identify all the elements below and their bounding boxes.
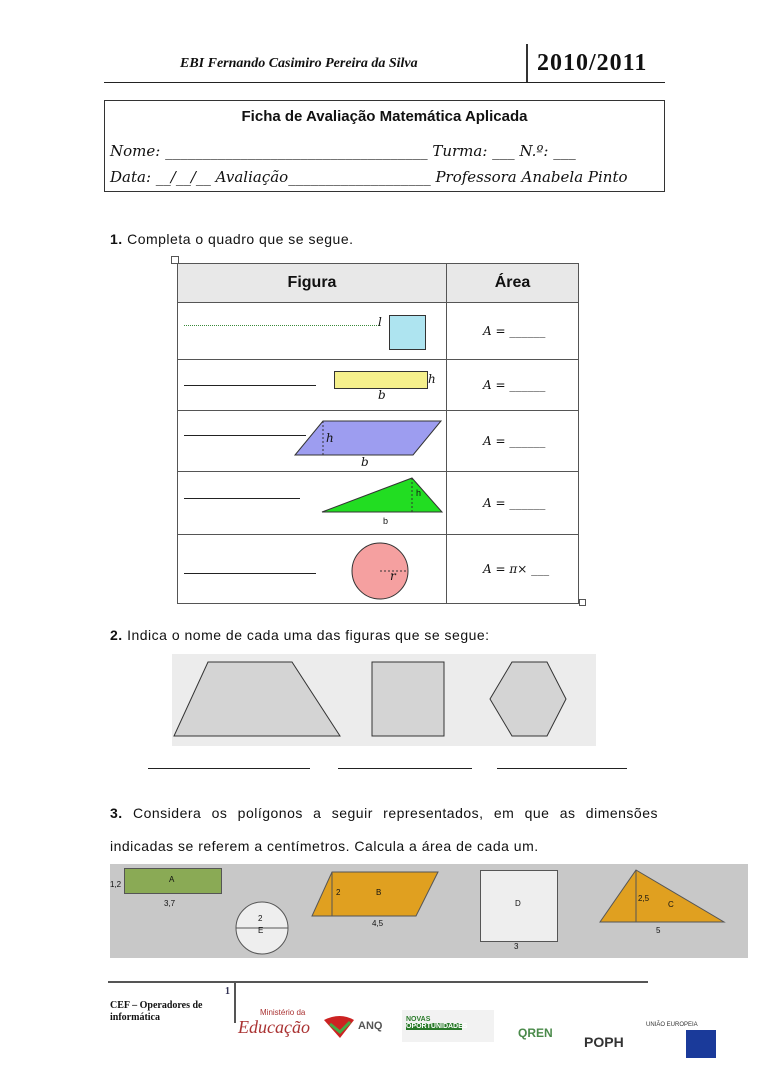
shape-c — [598, 868, 726, 926]
logo-ministerio: Ministério da Educação — [238, 1008, 310, 1037]
area-formula: A = π× ___ — [483, 562, 550, 576]
area-formula: A = ______ — [483, 378, 546, 392]
footer-rule — [108, 981, 648, 983]
shape-c-label: C — [668, 900, 674, 909]
label-l: l — [378, 315, 382, 329]
answer-line-1 — [148, 768, 310, 769]
area-formula: A = ______ — [483, 496, 546, 510]
question-2 — [110, 627, 490, 643]
table-resize-handle — [579, 599, 586, 606]
shape-b-height: 2 — [336, 888, 341, 897]
table-row — [178, 411, 579, 472]
area-formula: A = ______ — [483, 434, 546, 448]
label-b: b — [361, 455, 369, 469]
square-figure — [389, 315, 426, 350]
question-3-line1 — [110, 805, 658, 821]
answer-line — [184, 573, 316, 574]
label-r: r — [390, 569, 396, 583]
logo-poph: POPH — [584, 1034, 624, 1050]
shape-c-base: 5 — [656, 926, 661, 935]
answer-line — [184, 498, 300, 499]
shape-e-radius: 2 — [258, 914, 263, 923]
shape-a — [124, 868, 222, 894]
name-line: Nome: ___________________________________ Turma: ___ N.º: ___ — [110, 142, 576, 160]
triangle-figure — [320, 476, 445, 516]
figures-panel — [172, 654, 596, 746]
question-3-line2: indicadas se referem a centímetros. Calcula a área de cada um. — [110, 838, 539, 854]
logo-anq: ANQ — [322, 1010, 392, 1040]
label-b: b — [378, 388, 386, 402]
label-b: b — [383, 516, 389, 526]
col-header-area: Área — [447, 264, 579, 303]
table-row — [178, 303, 579, 360]
shape-a-height: 1,2 — [110, 880, 122, 889]
trapezoid-figure — [174, 662, 340, 736]
eu-flag-icon — [686, 1030, 716, 1058]
question-3-text-1: Considera os polígonos a seguir representados, em que as dimensões — [132, 805, 658, 821]
logo-uniao-europeia: UNIÃO EUROPEIA — [646, 1022, 722, 1064]
form-title: Ficha de Avaliação Matemática Aplicada — [241, 108, 528, 125]
answer-line-3 — [497, 768, 627, 769]
shape-a-label: A — [169, 875, 175, 884]
shape-b — [310, 870, 440, 920]
shape-d-label: D — [515, 899, 521, 908]
shape-c-height: 2,5 — [638, 894, 650, 903]
label-h: h — [326, 431, 334, 445]
table-row — [178, 472, 579, 535]
header-divider — [526, 44, 528, 82]
shape-b-base: 4,5 — [372, 919, 384, 928]
circle-figure — [350, 541, 410, 601]
answer-line-2 — [338, 768, 472, 769]
course-line-2: informática — [110, 1012, 160, 1023]
page-number: 1 — [225, 986, 230, 997]
footer-divider — [234, 983, 236, 1023]
question-1-text: Completa o quadro que se segue. — [127, 231, 354, 247]
label-h: h — [416, 488, 422, 498]
answer-line — [184, 385, 316, 386]
hexagon-figure — [490, 662, 566, 736]
question-2-text: Indica o nome de cada uma das figuras que se segue: — [127, 627, 490, 643]
area-formula: A = ______ — [483, 324, 546, 338]
rectangle-figure — [334, 371, 428, 389]
label-h: h — [428, 372, 436, 386]
school-name: EBI Fernando Casimiro Pereira da Silva — [180, 56, 418, 71]
shape-a-base: 3,7 — [164, 899, 176, 908]
square-gray-figure — [372, 662, 444, 736]
shape-e-label: E — [258, 926, 264, 935]
date-line: Data: __/__/__ Avaliação___________________ Professora Anabela Pinto — [110, 168, 628, 186]
table-row — [178, 360, 579, 411]
shape-d-side: 3 — [514, 942, 519, 951]
shape-d — [480, 870, 558, 942]
question-1 — [110, 231, 354, 247]
table-row — [178, 535, 579, 604]
header-rule — [104, 82, 665, 83]
question-1-number: 1. — [110, 231, 123, 247]
logo-qren: QREN — [518, 1026, 553, 1040]
question-2-number: 2. — [110, 627, 123, 643]
logo-novas-oportunidades: NOVAS OPORTUNIDADES — [402, 1010, 494, 1042]
question-3-number: 3. — [110, 805, 123, 821]
answer-line — [184, 435, 306, 436]
col-header-figura: Figura — [178, 264, 447, 303]
course-line-1: CEF – Operadores de — [110, 1000, 203, 1011]
school-year: 2010/2011 — [537, 50, 648, 76]
shape-b-label: B — [376, 888, 382, 897]
polygons-panel — [110, 864, 748, 958]
area-table — [177, 263, 579, 604]
answer-line — [184, 325, 379, 326]
parallelogram-figure — [293, 419, 443, 459]
